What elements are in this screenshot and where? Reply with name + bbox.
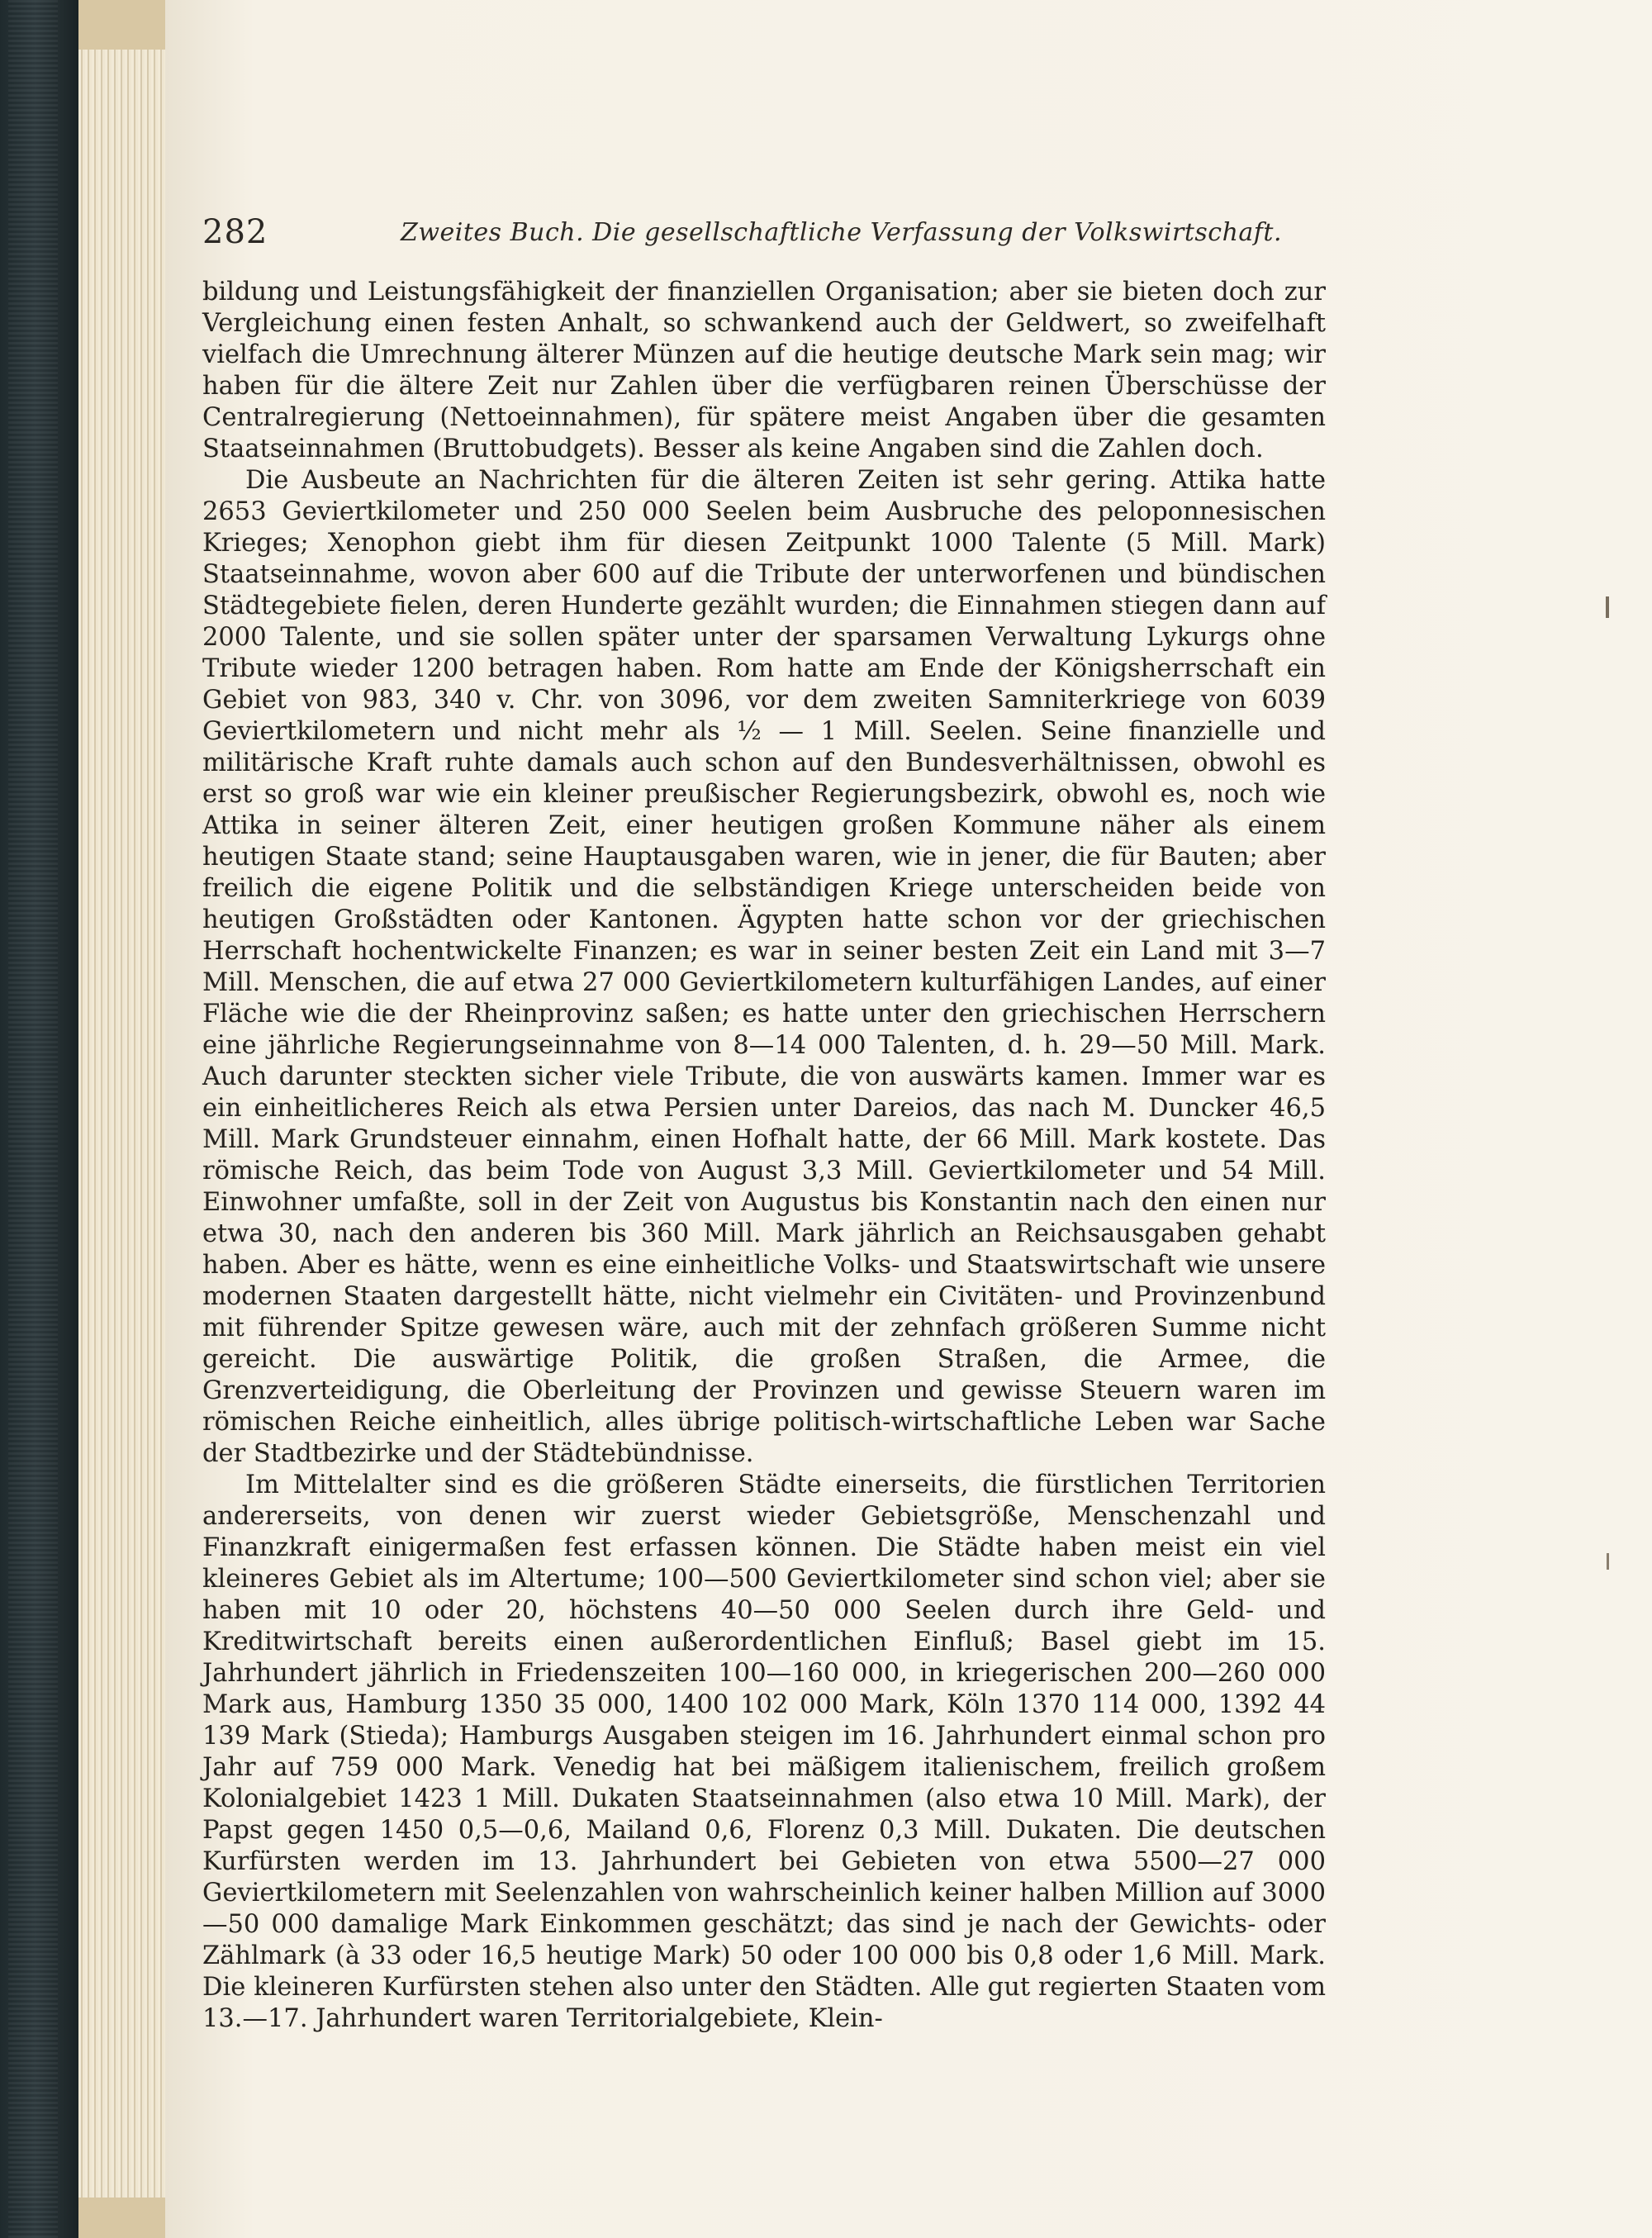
spine-cloth-texture [8,0,58,2238]
running-head: Zweites Buch. Die gesellschaftliche Verfassung der Volkswirtschaft. [401,218,1282,247]
page-number: 282 [202,213,268,251]
book-spine [0,0,78,2238]
paragraph-3: Im Mittelalter sind es die größeren Städte einerseits, die fürstlichen Territorien andererseits, von denen wir zuerst wieder Gebietsgröße, Menschenzahl und Finanzkraft einigermaßen fest erfassen können. Die Städte haben meist ein viel kleineres Gebiet als im Altertume; 100—500 Geviertkilometer sind schon viel; aber sie haben mit 10 oder 20, höchstens 40—50 000 Seelen durch ihre Geld- und Kreditwirtschaft bereits einen außerordentlichen Einfluß; Basel giebt im 15. Jahrhundert jährlich in Friedenszeiten 100—160 000, in kriegerischen 200—260 000 Mark aus, Hamburg 1350 35 000, 1400 102 000 Mark, Köln 1370 114 000, 1392 44 139 Mark (Stieda); Hamburgs Ausgaben steigen im 16. Jahrhundert einmal schon pro Jahr auf 759 000 Mark. Venedig hat bei mäßigem italienischem, freilich großem Kolonialgebiet 1423 1 Mill. Dukaten Staatseinnahmen (also etwa 10 Mill. Mark), der Papst gegen 1450 0,5—0,6, Mailand 0,6, Florenz 0,3 Mill. Dukaten. Die deutschen Kurfürsten werden im 13. Jahrhundert bei Gebieten von etwa 5500—27 000 Geviertkilometern mit Seelenzahlen von wahrscheinlich keiner halben Million auf 3000—50 000 damalige Mark Einkommen geschätzt; das sind je nach der Gewichts- oder Zählmark (à 33 oder 16,5 heutige Mark) 50 oder 100 000 bis 0,8 oder 1,6 Mill. Mark. Die kleineren Kurfürsten stehen also unter den Städten. Alle gut regierten Staaten vom 13.—17. Jahrhundert waren Territorialgebiete, Klein- [202,1471,1326,2033]
paragraph-2: Die Ausbeute an Nachrichten für die älteren Zeiten ist sehr gering. Attika hatte 2653 Geviertkilometer und 250 000 Seelen beim Ausbruche des peloponnesischen Krieges; Xenophon giebt ihm für diesen Zeitpunkt 1000 Talente (5 Mill. Mark) Staatseinnahme, wovon aber 600 auf die Tribute der unterworfenen und bündischen Städtegebiete fielen, deren Hunderte gezählt wurden; die Einnahmen stiegen dann auf 2000 Talente, und sie sollen später unter der sparsamen Verwaltung Lykurgs ohne Tribute wieder 1200 betragen haben. Rom hatte am Ende der Königsherrschaft ein Gebiet von 983, 340 v. Chr. von 3096, vor dem zweiten Samniterkriege von 6039 Geviertkilometern und nicht mehr als ½ — 1 Mill. Seelen. Seine finanzielle und militärische Kraft ruhte damals auch schon auf den Bundesverhältnissen, obwohl es erst so groß war wie ein kleiner preußischer Regierungsbezirk, obwohl es, noch wie Attika in seiner älteren Zeit, einer heutigen großen Kommune näher als einem heutigen Staate stand; seine Hauptausgaben waren, wie in jener, die für Bauten; aber freilich die eigene Politik und die selbständigen Kriege unterscheiden beide von heutigen Großstädten oder Kantonen. Ägypten hatte schon vor der griechischen Herrschaft hochentwickelte Finanzen; es war in seiner besten Zeit ein Land mit 3—7 Mill. Menschen, die auf etwa 27 000 Geviertkilometern kulturfähigen Landes, auf einer Fläche wie die der Rheinprovinz saßen; es hatte unter den griechischen Herrschern eine jährliche Regierungseinnahme von 8—14 000 Talenten, d. h. 29—50 Mill. Mark. Auch darunter steckten sicher viele Tribute, die von auswärts kamen. Immer war es ein einheitlicheres Reich als etwa Persien unter Dareios, das nach M. Duncker 46,5 Mill. Mark Grundsteuer einnahm, einen Hofhalt hatte, der 66 Mill. Mark kostete. Das römische Reich, das beim Tode von August 3,3 Mill. Geviertkilometer und 54 Mill. Einwohner umfaßte, soll in der Zeit von Augustus bis Konstantin nach den einen nur etwa 30, nach den anderen bis 360 Mill. Mark jährlich an Reichsausgaben gehabt haben. Aber es hätte, wenn es eine einheitliche Volks- und Staatswirtschaft wie unsere modernen Staaten dargestellt hätte, nicht vielmehr ein Civitäten- und Provinzenbund mit führender Spitze gewesen wäre, auch mit der zehnfach größeren Summe nicht gereicht. Die auswärtige Politik, die großen Straßen, die Armee, die Grenzverteidigung, die Oberleitung der Provinzen und gewisse Steuern waren im römischen Reiche einheitlich, alles übrige politisch-wirtschaftliche Leben war Sache der Stadtbezirke und der Städtebündnisse. [202,466,1326,1468]
page-header [202,213,1326,263]
paragraph-1: bildung und Leistungsfähigkeit der finanziellen Organisation; aber sie bieten doch zur Vergleichung einen festen Anhalt, so schwankend auch der Geldwert, so zweifelhaft vielfach die Umrechnung älterer Münzen auf die heutige deutsche Mark sein mag; wir haben für die ältere Zeit nur Zahlen über die verfügbaren reinen Überschüsse der Centralregierung (Nettoeinnahmen), für spätere meist Angaben über die gesamten Staatseinnahmen (Bruttobudgets). Besser als keine Angaben sind die Zahlen doch. [202,278,1326,463]
body-text [202,277,1326,2035]
page-edges [78,50,178,2198]
margin-mark-lower [1607,1553,1609,1570]
margin-mark [1606,596,1609,618]
